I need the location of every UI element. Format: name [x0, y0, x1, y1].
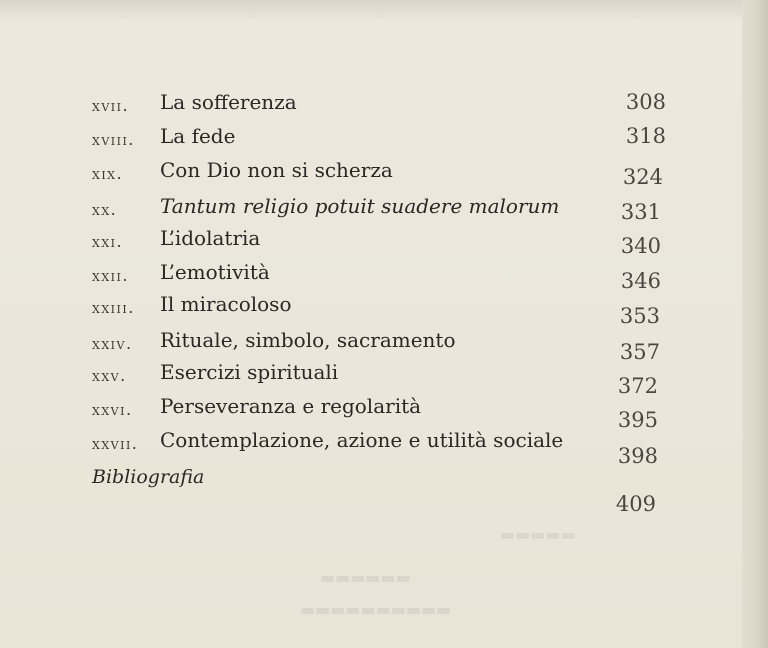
- chapter-numeral: xxv.: [92, 366, 127, 385]
- chapter-title: L’emotività: [160, 260, 270, 284]
- toc-entry: [0, 292, 768, 328]
- chapter-title: Con Dio non si scherza: [160, 158, 393, 182]
- page-number: 353: [619, 304, 660, 328]
- toc-entry: [0, 124, 768, 154]
- chapter-title: Perseveranza e regolarità: [160, 394, 422, 418]
- toc-entry: [0, 158, 768, 188]
- page-number: 357: [619, 340, 660, 364]
- show-through-text: ▬▬▬▬▬: [500, 525, 576, 544]
- chapter-title: Il miracoloso: [160, 292, 292, 316]
- chapter-numeral: xxi.: [92, 232, 124, 251]
- chapter-title: Tantum religio potuit suadere malorum: [160, 194, 560, 218]
- page-top-shadow: [0, 0, 768, 22]
- toc-entry: [0, 194, 768, 224]
- toc-entry: [0, 360, 768, 398]
- page-number: 308: [625, 90, 666, 114]
- chapter-title: Contemplazione, azione e utilità sociale: [160, 428, 564, 452]
- chapter-numeral: xxvii.: [92, 434, 139, 453]
- chapter-title: La fede: [160, 124, 236, 148]
- page-number: 395: [617, 408, 658, 432]
- chapter-numeral: xxvi.: [92, 400, 133, 419]
- bibliography-page-number: 409: [615, 492, 656, 516]
- show-through-text: ▬▬▬▬▬▬: [320, 568, 411, 587]
- chapter-numeral: xxii.: [92, 266, 129, 285]
- page-number: 318: [625, 124, 666, 148]
- page-number: 340: [620, 234, 661, 258]
- toc-entry: [0, 226, 768, 256]
- chapter-title: La sofferenza: [160, 90, 297, 114]
- chapter-numeral: xvii.: [92, 96, 130, 115]
- chapter-title: Rituale, simbolo, sacramento: [160, 328, 456, 352]
- toc-entry: [0, 394, 768, 432]
- chapter-title: L’idolatria: [160, 226, 261, 250]
- bibliography-title: Bibliografia: [92, 466, 205, 488]
- page-number: 372: [617, 374, 658, 398]
- toc-entry: [0, 90, 768, 120]
- toc-entry: [0, 260, 768, 293]
- chapter-title: Esercizi spirituali: [160, 360, 339, 384]
- chapter-numeral: xx.: [92, 200, 118, 219]
- page-number: 324: [622, 165, 663, 189]
- page-number: 331: [620, 200, 661, 224]
- toc-entry: [0, 428, 768, 468]
- page-number: 346: [620, 269, 661, 293]
- chapter-numeral: xix.: [92, 164, 124, 183]
- show-through-text: ▬▬▬▬▬▬▬▬▬▬: [300, 600, 452, 619]
- toc-entry: [0, 328, 768, 364]
- chapter-numeral: xxiii.: [92, 298, 135, 317]
- page-number: 398: [617, 444, 658, 468]
- chapter-numeral: xxiv.: [92, 334, 133, 353]
- chapter-numeral: xviii.: [92, 130, 135, 149]
